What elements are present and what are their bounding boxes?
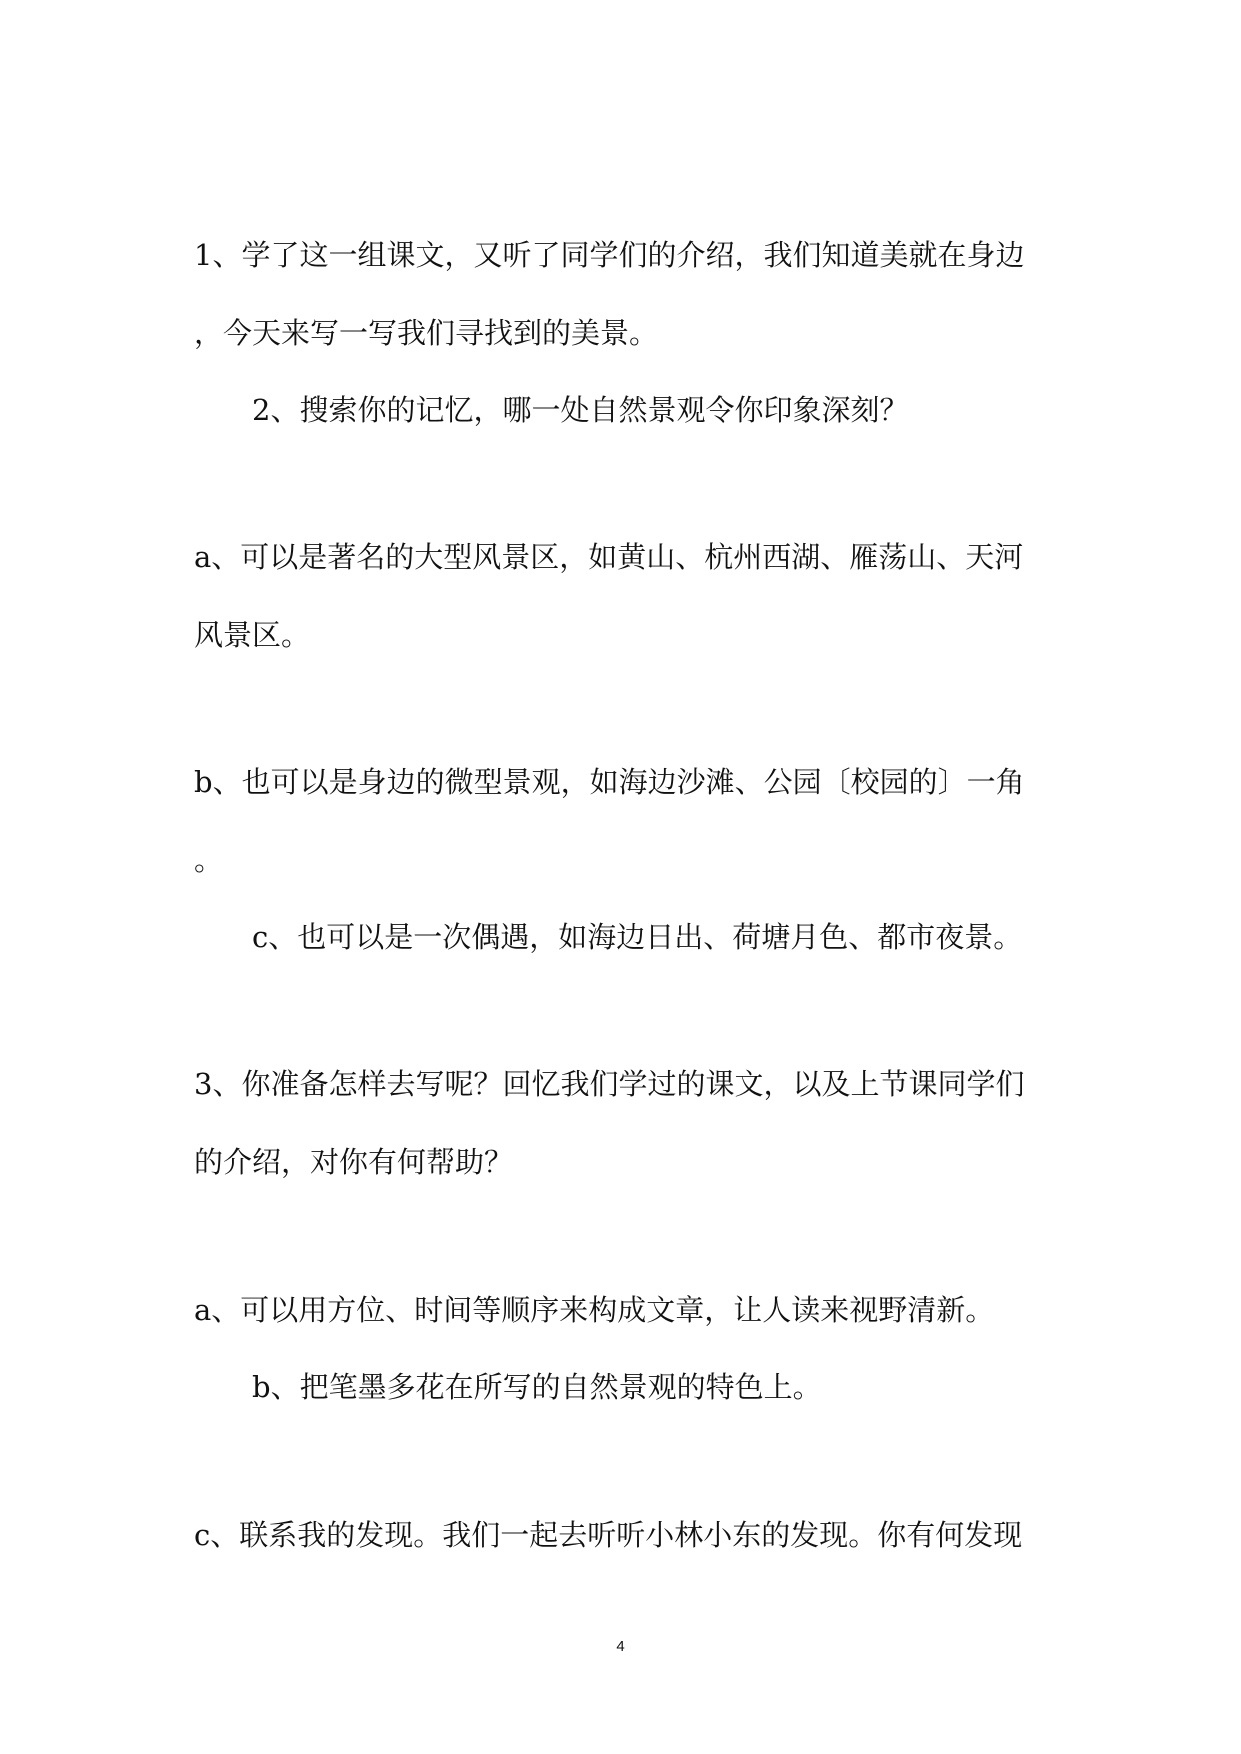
paragraph-1-line-2: ，今天来写一写我们寻找到的美景。 xyxy=(194,316,659,350)
page-number: 4 xyxy=(616,1638,625,1655)
item-b-line-2: 。 xyxy=(194,843,224,877)
paragraph-3-line-2: 的介绍，对你有何帮助？ xyxy=(194,1145,514,1179)
item-b-line-1: b、也可以是身边的微型景观，如海边沙滩、公园〔校园的〕一角 xyxy=(194,765,1025,799)
item-a-line-1: a、可以是著名的大型风景区，如黄山、杭州西湖、雁荡山、天河 xyxy=(194,540,1024,574)
item-a2: a、可以用方位、时间等顺序来构成文章，让人读来视野清新。 xyxy=(194,1293,995,1327)
item-c2: c、联系我的发现。我们一起去听听小林小东的发现。你有何发现 xyxy=(194,1518,1023,1552)
paragraph-3-line-1: 3、你准备怎样去写呢？回忆我们学过的课文，以及上节课同学们 xyxy=(194,1067,1025,1101)
item-b2: b、把笔墨多花在所写的自然景观的特色上。 xyxy=(252,1370,822,1404)
paragraph-2: 2、搜索你的记忆，哪一处自然景观令你印象深刻？ xyxy=(252,393,909,427)
item-a-line-2: 风景区。 xyxy=(194,618,311,652)
item-c: c、也可以是一次偶遇，如海边日出、荷塘月色、都市夜景。 xyxy=(252,920,1023,954)
paragraph-1-line-1: 1、学了这一组课文，又听了同学们的介绍，我们知道美就在身边 xyxy=(194,238,1025,272)
